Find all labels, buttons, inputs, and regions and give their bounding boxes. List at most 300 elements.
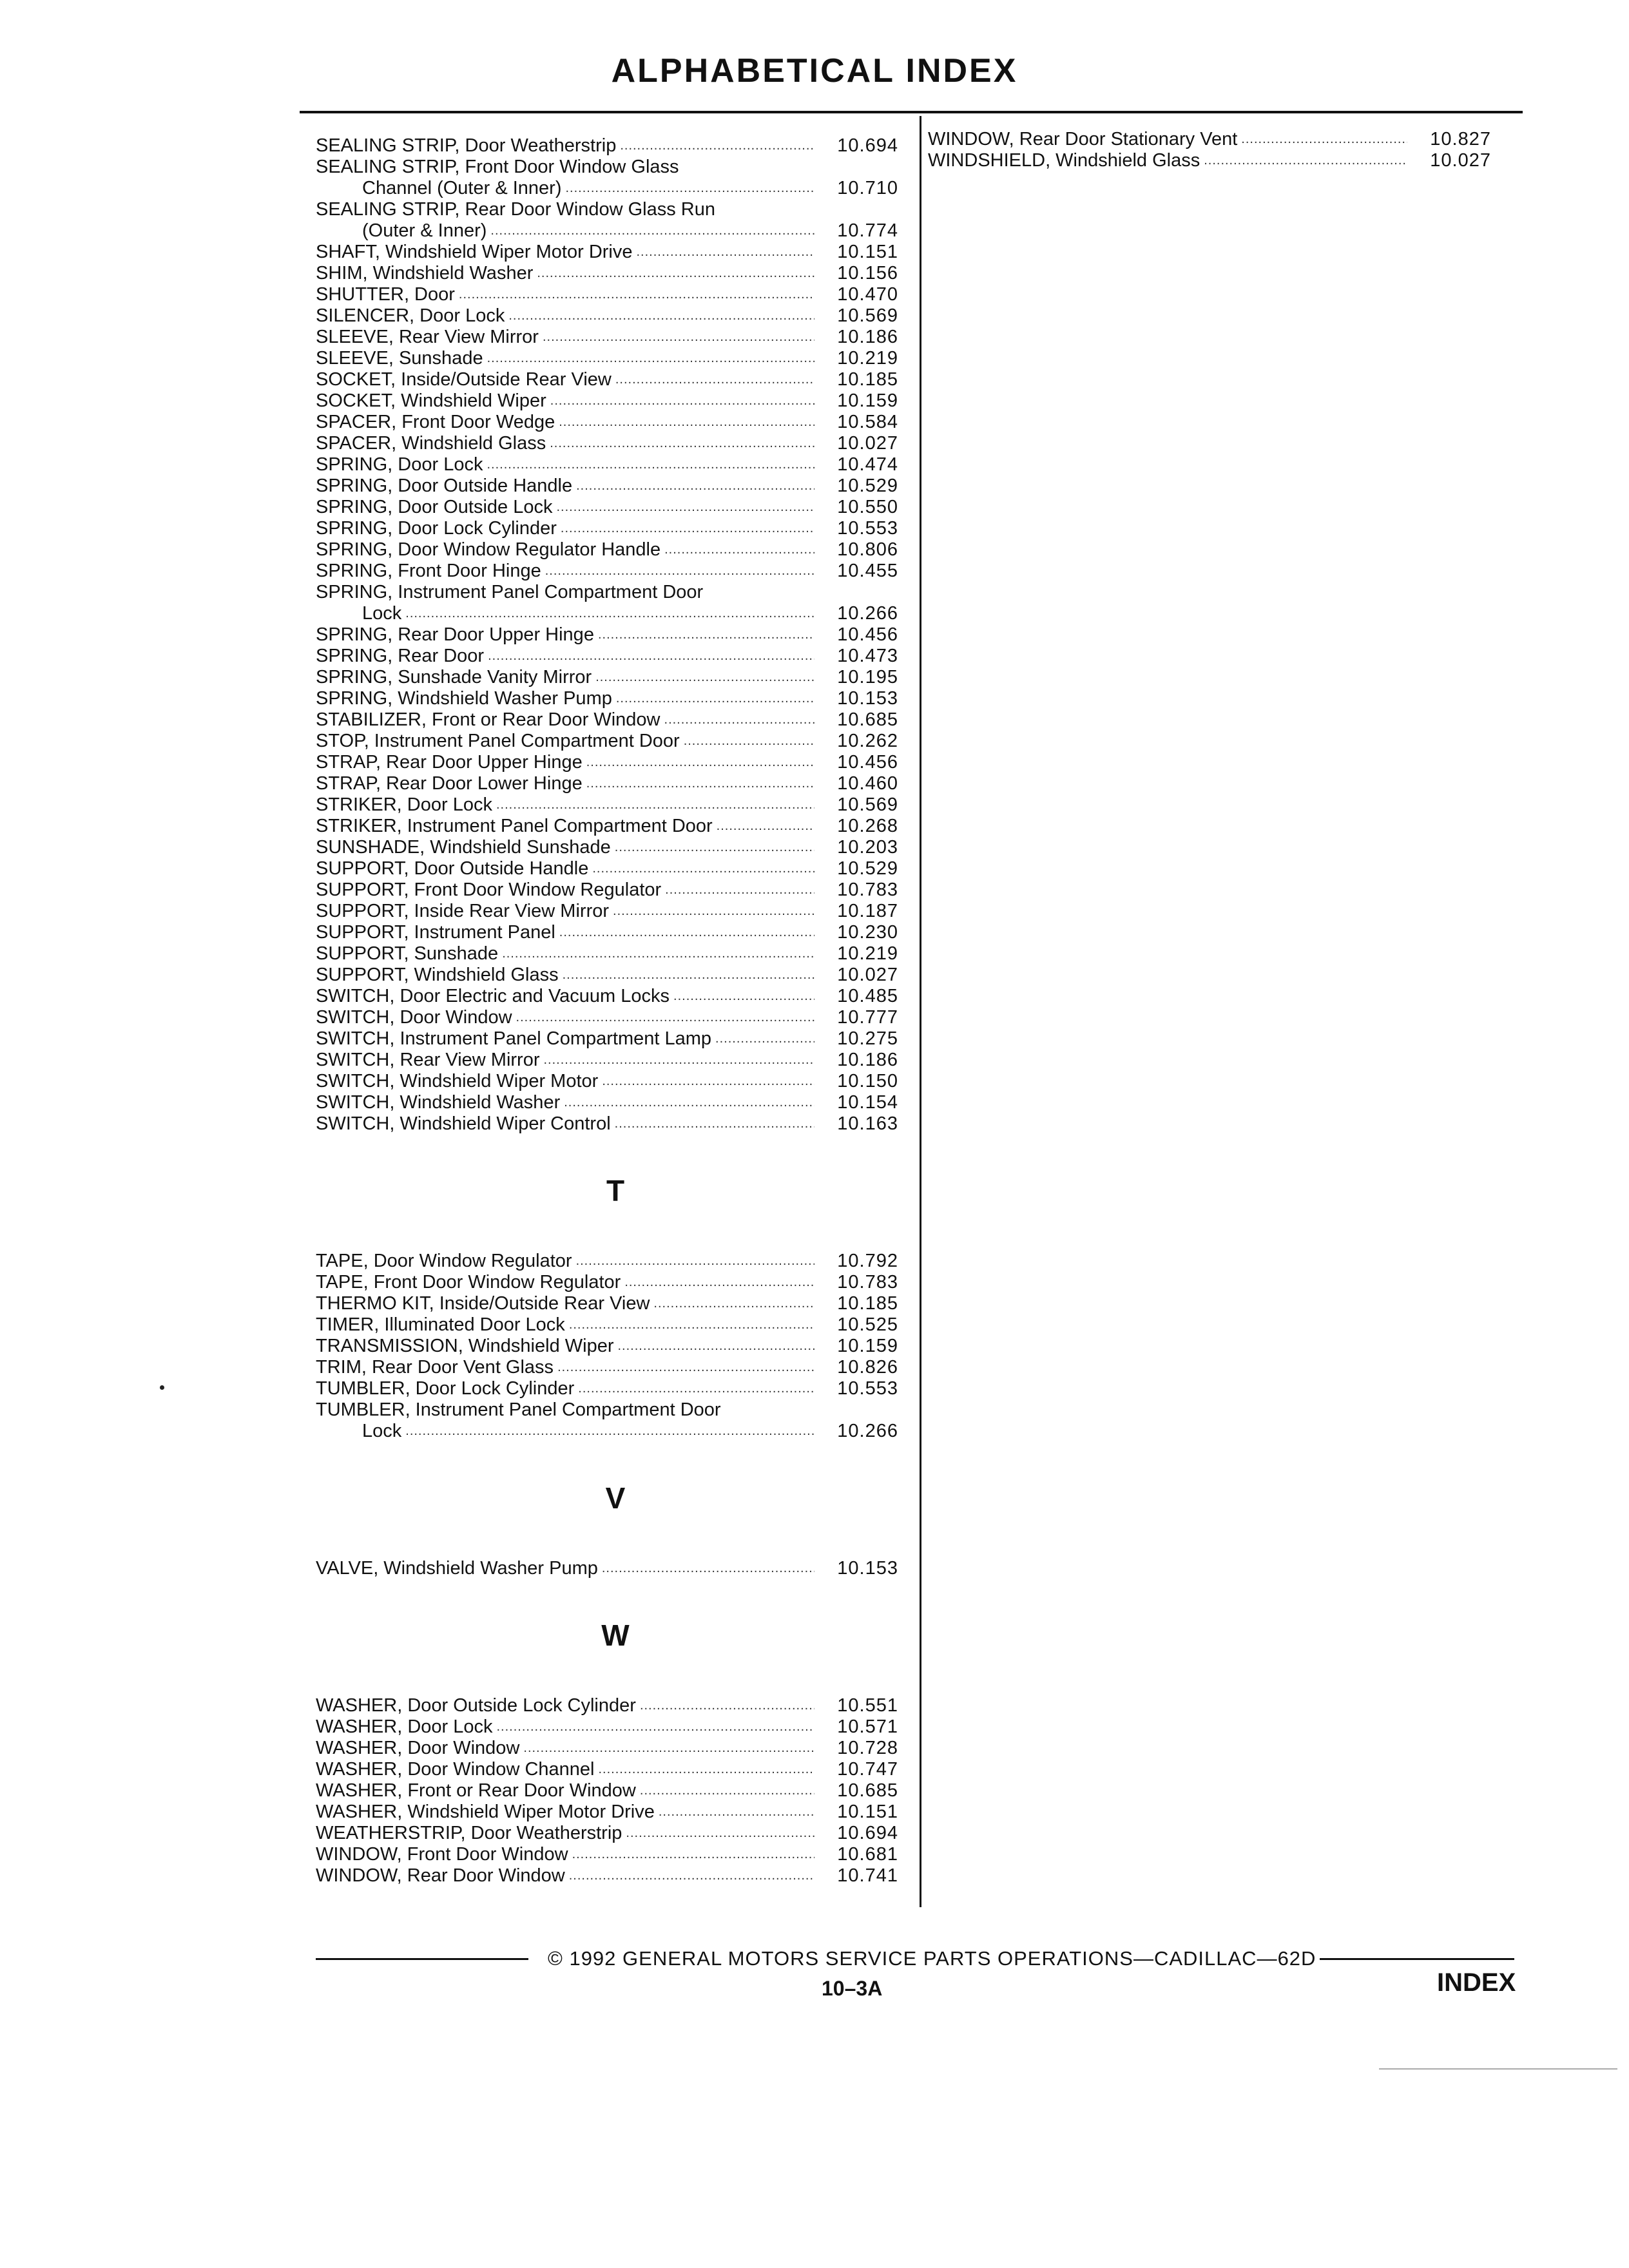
index-entry-label: SPRING, Door Outside Handle [316, 476, 573, 496]
faint-rule [1379, 2068, 1617, 2070]
index-entry-label: SEALING STRIP, Door Weatherstrip [316, 135, 617, 156]
index-entry-label: WASHER, Door Outside Lock Cylinder [316, 1695, 636, 1716]
index-entry-text [316, 178, 815, 199]
index-entry-text [316, 1844, 815, 1865]
index-entry-page: 10.153 [837, 1558, 898, 1579]
index-entry-label: SHIM, Windshield Washer [316, 263, 534, 284]
index-entry-page: 10.827 [1430, 129, 1491, 149]
dot-leader [598, 624, 815, 646]
index-entry [316, 348, 902, 369]
index-entry-text [316, 135, 815, 157]
header-rule [300, 111, 1523, 113]
index-entry-label: WASHER, Door Window Channel [316, 1759, 595, 1780]
index-entry-label: STRAP, Rear Door Lower Hinge [316, 773, 583, 794]
index-entry-label: SPRING, Rear Door [316, 646, 485, 666]
section-label: INDEX [1437, 1968, 1516, 1997]
dot-leader [717, 816, 815, 837]
dot-leader [550, 390, 815, 412]
dot-leader [490, 220, 815, 242]
index-entry [316, 1050, 902, 1071]
dot-leader [1241, 129, 1407, 150]
index-entry-text [316, 1113, 815, 1135]
index-entry-label: VALVE, Windshield Washer Pump [316, 1558, 598, 1579]
index-entry-page: 10.473 [837, 646, 898, 666]
dot-leader [405, 603, 815, 624]
index-entry [316, 327, 902, 348]
page-number: 10–3A [822, 1977, 883, 2000]
index-entry-page: 10.186 [837, 1050, 898, 1070]
index-entry [316, 1421, 902, 1442]
index-entry-text [316, 433, 815, 454]
index-entry [316, 1007, 902, 1028]
index-entry [316, 220, 902, 242]
index-entry-text [316, 561, 815, 582]
index-entry [316, 943, 902, 965]
index-entry-label: SOCKET, Inside/Outside Rear View [316, 369, 612, 390]
index-entry-text [316, 1092, 815, 1113]
index-entry-label: WEATHERSTRIP, Door Weatherstrip [316, 1823, 622, 1843]
index-entry [316, 454, 902, 476]
index-entry-text [316, 1738, 815, 1759]
index-entry-page: 10.694 [837, 1823, 898, 1843]
index-entry-label: TIMER, Illuminated Door Lock [316, 1314, 565, 1335]
section-letter-heading: T [606, 1174, 625, 1207]
index-entry [316, 305, 902, 327]
dot-leader [626, 1823, 815, 1844]
index-entry-label: SUPPORT, Door Outside Handle [316, 858, 589, 879]
dot-leader [569, 1314, 815, 1336]
index-entry-text [316, 752, 815, 773]
dot-leader [488, 646, 815, 667]
index-entry-page: 10.525 [837, 1314, 898, 1335]
dot-leader [559, 922, 815, 943]
index-entry-text [316, 858, 815, 879]
index-entry-label: STRAP, Rear Door Upper Hinge [316, 752, 583, 773]
index-entry-label: SHUTTER, Door [316, 284, 455, 305]
index-entry-text [316, 305, 815, 327]
index-entry [316, 773, 902, 794]
index-entry-page: 10.460 [837, 773, 898, 794]
index-entry-page: 10.266 [837, 603, 898, 624]
dot-leader [602, 1558, 815, 1579]
index-entry-label: SWITCH, Rear View Mirror [316, 1050, 540, 1070]
index-entry [316, 242, 902, 263]
dot-leader [615, 837, 815, 858]
index-entry-text [316, 922, 815, 943]
dot-leader [563, 965, 815, 986]
index-entry-continuation: Channel (Outer & Inner) [362, 178, 562, 198]
index-entry-label: SLEEVE, Sunshade [316, 348, 483, 369]
index-entry-page: 10.268 [837, 816, 898, 836]
index-entry-label: SPRING, Door Lock [316, 454, 483, 475]
index-entry-label: SWITCH, Windshield Washer [316, 1092, 561, 1113]
index-entry [316, 1314, 902, 1336]
index-entry [316, 603, 902, 624]
index-entry-page: 10.792 [837, 1251, 898, 1271]
dot-leader [459, 284, 815, 305]
index-entry-label: TAPE, Front Door Window Regulator [316, 1272, 621, 1293]
index-entry [316, 476, 902, 497]
index-entry-label: WASHER, Front or Rear Door Window [316, 1780, 636, 1801]
dot-leader [537, 263, 815, 284]
index-entry-text [316, 348, 815, 369]
index-entry [316, 1251, 902, 1272]
index-entry-label: TRANSMISSION, Windshield Wiper [316, 1336, 614, 1356]
dot-leader [578, 1378, 815, 1399]
index-entry [316, 369, 902, 390]
index-entry-text [316, 1421, 815, 1442]
index-entry-page: 10.470 [837, 284, 898, 305]
index-entry-text [316, 965, 815, 986]
index-entry-text [316, 1357, 815, 1378]
index-entry-page: 10.230 [837, 922, 898, 943]
index-entry-text [316, 901, 815, 922]
index-entry-label: WASHER, Door Window [316, 1738, 520, 1758]
dot-leader [516, 1007, 815, 1028]
index-entry [316, 965, 902, 986]
index-entry-text [928, 150, 1407, 171]
index-entry-page: 10.219 [837, 943, 898, 964]
index-entry [316, 178, 902, 199]
index-entry [316, 1558, 902, 1579]
index-entry [316, 1113, 902, 1135]
dot-leader [659, 1802, 815, 1823]
index-entry-page: 10.569 [837, 305, 898, 326]
index-entry-page: 10.456 [837, 624, 898, 645]
index-entry [316, 901, 902, 922]
dot-leader [592, 858, 815, 879]
index-entry-text [316, 1293, 815, 1314]
dot-leader [550, 433, 815, 454]
index-entry [316, 1071, 902, 1092]
index-entry-text [316, 390, 815, 412]
index-entry-page: 10.456 [837, 752, 898, 773]
index-entry [316, 263, 902, 284]
index-entry [316, 1823, 902, 1844]
dot-leader [616, 688, 815, 709]
index-entry-page: 10.159 [837, 390, 898, 411]
dot-leader [544, 1050, 815, 1071]
index-entry-label: STOP, Instrument Panel Compartment Door [316, 731, 680, 751]
dot-leader [496, 794, 815, 816]
index-column-left [316, 135, 902, 1887]
index-entry [316, 646, 902, 667]
dot-leader [576, 476, 815, 497]
index-entry-text [316, 369, 815, 390]
index-entry-continuation: (Outer & Inner) [362, 220, 487, 241]
index-entry-page: 10.806 [837, 539, 898, 560]
dot-leader [523, 1738, 815, 1759]
index-entry-page: 10.529 [837, 476, 898, 496]
index-entry-label: SUPPORT, Windshield Glass [316, 965, 559, 985]
index-entry-label: SILENCER, Door Lock [316, 305, 505, 326]
index-entry-page: 10.219 [837, 348, 898, 369]
index-entry-label: STRIKER, Door Lock [316, 794, 492, 815]
dot-leader [569, 1865, 815, 1887]
index-entry [316, 709, 902, 731]
index-entry-label: SPACER, Front Door Wedge [316, 412, 555, 432]
index-entry-text [316, 1802, 815, 1823]
stray-mark [160, 1385, 164, 1390]
index-entry [316, 1738, 902, 1759]
index-entry-page: 10.685 [837, 1780, 898, 1801]
index-entry-label: SPRING, Door Outside Lock [316, 497, 553, 517]
index-entry-text [316, 1272, 815, 1293]
index-column-right [928, 129, 1495, 171]
index-entry-text [316, 603, 815, 624]
index-entry-line: TUMBLER, Instrument Panel Compartment Door [316, 1399, 721, 1420]
index-entry-page: 10.455 [837, 561, 898, 581]
index-entry-label: TAPE, Door Window Regulator [316, 1251, 572, 1271]
index-entry [316, 1272, 902, 1293]
dot-leader [559, 412, 815, 433]
index-entry-text [316, 731, 815, 752]
index-entry-text [316, 454, 815, 476]
index-entry-text [316, 412, 815, 433]
index-entry-text [316, 624, 815, 646]
footer-rule-right [1320, 1958, 1514, 1960]
index-entry-page: 10.185 [837, 369, 898, 390]
dot-leader [615, 1113, 815, 1135]
index-entry-label: WINDSHIELD, Windshield Glass [928, 150, 1200, 171]
index-entry-label: SOCKET, Windshield Wiper [316, 390, 546, 411]
index-entry [316, 667, 902, 688]
index-entry [316, 858, 902, 879]
index-entry [316, 624, 902, 646]
dot-leader [664, 709, 815, 731]
index-entry-page: 10.151 [837, 1802, 898, 1822]
index-entry-line: SEALING STRIP, Front Door Window Glass [316, 157, 679, 177]
index-entry-label: SUPPORT, Instrument Panel [316, 922, 555, 943]
index-entry-page: 10.474 [837, 454, 898, 475]
index-entry [316, 794, 902, 816]
index-entry-label: SUPPORT, Front Door Window Regulator [316, 879, 662, 900]
index-entry-page: 10.553 [837, 1378, 898, 1399]
dot-leader [598, 1759, 815, 1780]
index-entry-text [316, 1007, 815, 1028]
dot-leader [502, 943, 815, 965]
index-entry-text [316, 1336, 815, 1357]
index-entry-text [316, 497, 815, 518]
index-entry-text [316, 688, 815, 709]
index-entry-text [316, 837, 815, 858]
dot-leader [545, 561, 815, 582]
index-entry-page: 10.027 [837, 965, 898, 985]
index-entry [316, 1336, 902, 1357]
index-entry [316, 390, 902, 412]
index-entry-label: STABILIZER, Front or Rear Door Window [316, 709, 660, 730]
dot-leader [673, 986, 815, 1007]
index-entry-label: WINDOW, Rear Door Stationary Vent [928, 129, 1238, 149]
index-entry [316, 1695, 902, 1716]
index-entry-page: 10.266 [837, 1421, 898, 1441]
index-entry-page: 10.685 [837, 709, 898, 730]
dot-leader [586, 773, 815, 794]
index-entry-label: WINDOW, Front Door Window [316, 1844, 568, 1865]
index-entry-page: 10.153 [837, 688, 898, 709]
index-entry [316, 922, 902, 943]
index-entry-page: 10.681 [837, 1844, 898, 1865]
index-entry-continuation: Lock [362, 1421, 402, 1441]
index-entry [316, 1293, 902, 1314]
index-entry-page: 10.584 [837, 412, 898, 432]
index-entry-label: STRIKER, Instrument Panel Compartment Door [316, 816, 713, 836]
index-entry-text [316, 327, 815, 348]
dot-leader [405, 1421, 815, 1442]
index-entry [316, 1357, 902, 1378]
index-entry-page: 10.027 [837, 433, 898, 454]
dot-leader [640, 1695, 815, 1716]
index-entry-page: 10.485 [837, 986, 898, 1006]
index-entry [928, 129, 1495, 150]
index-entry [316, 1759, 902, 1780]
index-entry-page: 10.728 [837, 1738, 898, 1758]
index-entry-text [316, 1780, 815, 1802]
dot-leader [715, 1028, 815, 1050]
index-entry-text [316, 1558, 815, 1579]
index-entry-page: 10.186 [837, 327, 898, 347]
index-entry-text [316, 263, 815, 284]
dot-leader [508, 305, 815, 327]
index-entry [316, 561, 902, 582]
index-entry-label: SPRING, Windshield Washer Pump [316, 688, 612, 709]
footer-copyright: © 1992 GENERAL MOTORS SERVICE PARTS OPERATIONS—CADILLAC—62D [548, 1947, 1316, 1970]
index-entry-text [316, 242, 815, 263]
index-entry [316, 135, 902, 157]
index-entry [316, 752, 902, 773]
index-entry [316, 1092, 902, 1113]
index-entry-continuation: Lock [362, 603, 402, 624]
dot-leader [640, 1780, 815, 1802]
index-entry [316, 816, 902, 837]
index-entry-label: SWITCH, Windshield Wiper Control [316, 1113, 611, 1134]
dot-leader [684, 731, 815, 752]
index-entry [316, 412, 902, 433]
index-entry-page: 10.151 [837, 242, 898, 262]
dot-leader [572, 1844, 815, 1865]
index-entry-page: 10.203 [837, 837, 898, 858]
index-entry [316, 1716, 902, 1738]
dot-leader [561, 518, 815, 539]
column-divider [920, 116, 921, 1907]
index-entry-page: 10.185 [837, 1293, 898, 1314]
index-entry [316, 1844, 902, 1865]
dot-leader [595, 667, 815, 688]
index-entry [316, 518, 902, 539]
dot-leader [613, 901, 815, 922]
index-entry-page: 10.571 [837, 1716, 898, 1737]
index-entry-label: SLEEVE, Rear View Mirror [316, 327, 539, 347]
index-entry-page: 10.694 [837, 135, 898, 156]
index-entry-label: SUPPORT, Sunshade [316, 943, 499, 964]
index-entry-text [316, 1865, 815, 1887]
index-entry-label: SWITCH, Instrument Panel Compartment Lamp [316, 1028, 712, 1049]
index-entry-text [316, 943, 815, 965]
index-entry-label: SUNSHADE, Windshield Sunshade [316, 837, 611, 858]
index-entry [316, 731, 902, 752]
index-entry-text [316, 879, 815, 901]
index-entry-page: 10.783 [837, 1272, 898, 1293]
dot-leader [576, 1251, 815, 1272]
index-entry-page: 10.550 [837, 497, 898, 517]
index-entry-label: SWITCH, Windshield Wiper Motor [316, 1071, 599, 1091]
index-entry-page: 10.783 [837, 879, 898, 900]
index-entry-line: SEALING STRIP, Rear Door Window Glass Run [316, 199, 715, 220]
index-entry-text [316, 816, 815, 837]
dot-leader [624, 1272, 815, 1293]
dot-leader [637, 242, 815, 263]
dot-leader [564, 1092, 815, 1113]
index-entry-page: 10.826 [837, 1357, 898, 1378]
index-entry-label: TUMBLER, Door Lock Cylinder [316, 1378, 575, 1399]
index-entry [316, 1780, 902, 1802]
index-entry-label: THERMO KIT, Inside/Outside Rear View [316, 1293, 650, 1314]
index-entry-label: TRIM, Rear Door Vent Glass [316, 1357, 554, 1378]
index-entry-text [316, 1378, 815, 1399]
index-entry-label: SPRING, Door Lock Cylinder [316, 518, 557, 539]
dot-leader [497, 1716, 815, 1738]
dot-leader [665, 879, 815, 901]
index-entry-page: 10.187 [837, 901, 898, 921]
index-entry-label: SWITCH, Door Window [316, 1007, 512, 1028]
dot-leader [487, 454, 815, 476]
index-entry [316, 837, 902, 858]
index-entry-page: 10.150 [837, 1071, 898, 1091]
index-entry-text [316, 1050, 815, 1071]
index-entry [316, 1802, 902, 1823]
index-entry [316, 284, 902, 305]
index-entry-page: 10.027 [1430, 150, 1491, 171]
index-entry-page: 10.777 [837, 1007, 898, 1028]
section-letter-heading: W [601, 1619, 630, 1652]
index-entry-label: SPRING, Rear Door Upper Hinge [316, 624, 594, 645]
index-entry-text [316, 1759, 815, 1780]
dot-leader [557, 1357, 815, 1378]
index-entry [316, 433, 902, 454]
footer [316, 1947, 1514, 1970]
index-entry-page: 10.529 [837, 858, 898, 879]
index-entry-label: SPRING, Front Door Hinge [316, 561, 541, 581]
index-entry-text [316, 986, 815, 1007]
dot-leader [602, 1071, 815, 1092]
index-entry-text [316, 1695, 815, 1716]
dot-leader [615, 369, 815, 390]
dot-leader [1204, 150, 1407, 171]
index-entry-text [316, 539, 815, 561]
index-entry-label: SPRING, Sunshade Vanity Mirror [316, 667, 592, 687]
index-entry [928, 150, 1495, 171]
section-letter-heading: V [605, 1481, 626, 1515]
index-entry [316, 986, 902, 1007]
footer-rule-left [316, 1958, 528, 1960]
index-entry-label: WINDOW, Rear Door Window [316, 1865, 565, 1886]
dot-leader [618, 1336, 815, 1357]
index-entry-text [316, 1314, 815, 1336]
index-entry-text [316, 1251, 815, 1272]
index-entry-page: 10.159 [837, 1336, 898, 1356]
index-entry-text [316, 476, 815, 497]
index-entry-label: SPACER, Windshield Glass [316, 433, 546, 454]
index-entry [316, 497, 902, 518]
page-title: ALPHABETICAL INDEX [611, 52, 1018, 90]
index-entry-text [316, 646, 815, 667]
index-entry-text [316, 773, 815, 794]
index-entry-page: 10.262 [837, 731, 898, 751]
index-entry-page: 10.551 [837, 1695, 898, 1716]
dot-leader [565, 178, 815, 199]
index-entry [316, 1028, 902, 1050]
index-entry-text [316, 794, 815, 816]
